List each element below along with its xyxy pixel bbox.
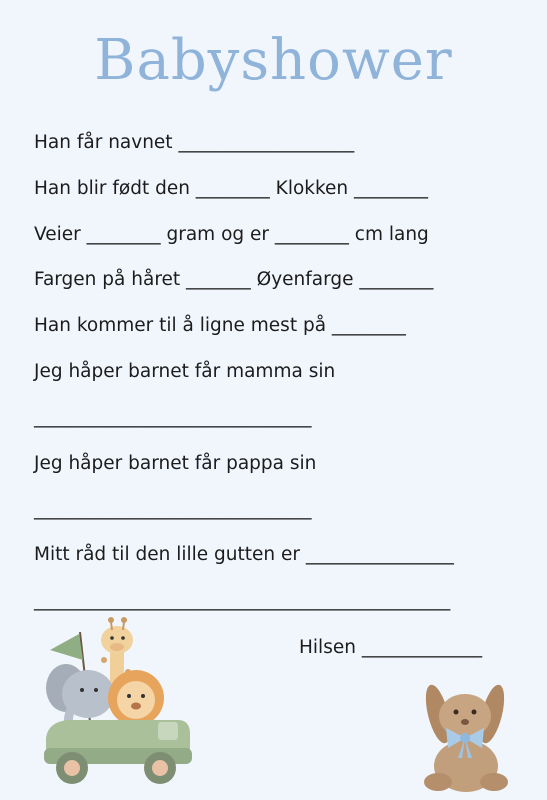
name-line: Han får navnet ___________________ bbox=[34, 132, 355, 153]
animals-car-illustration bbox=[38, 610, 198, 790]
father-trait-blank: ______________________________ bbox=[34, 499, 312, 520]
hair-eye-color-line: Fargen på håret _______ Øyenfarge ________ bbox=[34, 269, 434, 290]
signoff-line: Hilsen _____________ bbox=[299, 637, 483, 658]
advice-blank: _____________________________________________ bbox=[34, 590, 451, 611]
bunny-illustration bbox=[418, 678, 518, 794]
mother-trait-line: Jeg håper barnet får mamma sin bbox=[34, 361, 336, 382]
birth-date-line: Han blir født den ________ Klokken ________ bbox=[34, 178, 429, 199]
page-title: Babyshower bbox=[94, 28, 453, 93]
advice-line: Mitt råd til den lille gutten er ________________ bbox=[34, 544, 454, 565]
resemblance-line: Han kommer til å ligne mest på ________ bbox=[34, 315, 406, 336]
father-trait-line: Jeg håper barnet får pappa sin bbox=[34, 453, 317, 474]
mother-trait-blank: ______________________________ bbox=[34, 407, 312, 428]
weight-length-line: Veier ________ gram og er ________ cm lang bbox=[34, 224, 429, 245]
